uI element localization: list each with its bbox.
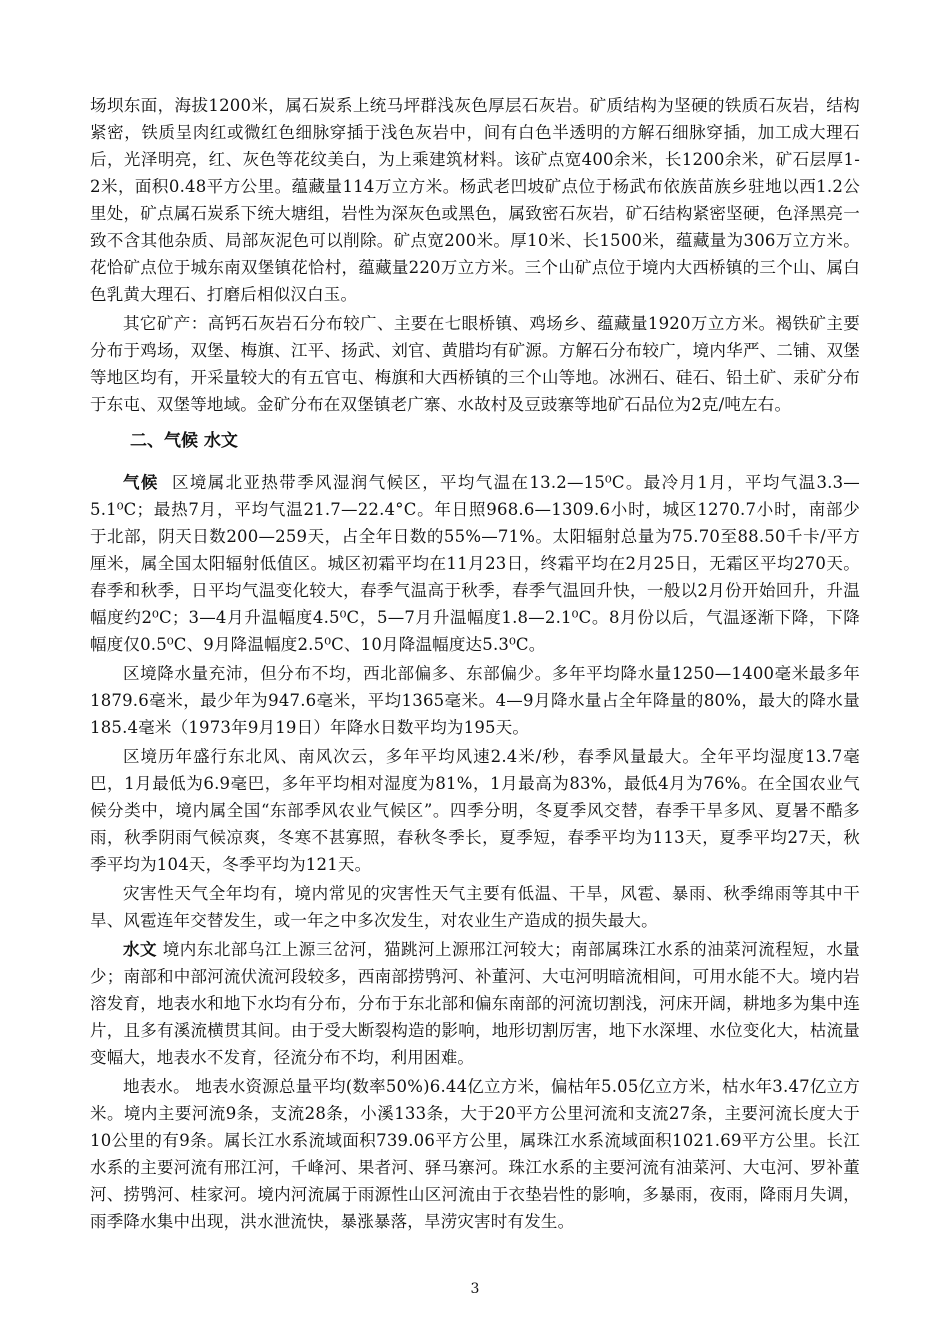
- hydrology-lead: 水文: [123, 940, 158, 959]
- document-body: [90, 92, 860, 1237]
- paragraph-disaster-weather: 灾害性天气全年均有，境内常见的灾害性天气主要有低温、干旱，风雹、暴雨、秋季绵雨等其中干旱、风雹连年交替发生，或一年之中多次发生，对农业生产造成的损失最大。: [90, 884, 860, 930]
- paragraph-surface-water: 地表水。 地表水资源总量平均(数率50%)6.44亿立方米，偏枯年5.05亿立方米，枯水年3.47亿立方米。境内主要河流9条，支流28条，小溪133条，大于20平方公里河流和支流27条，主要河流长度大于10公里的有9条。属长江水系流域面积739.06平方公里，属珠江水系流域面积1021.69平方公里。长江水系的主要河流有邢江河，千峰河、果者河、驿马寨河。珠江水系的主要河流有油菜河、大屯河、罗补董河、捞鸮河、桂家河。境内河流属于雨源性山区河流由于衣垫岩性的影响，多暴雨，夜雨，降雨月失调，雨季降水集中出现，洪水泄流快，暴涨暴落，旱涝灾害时有发生。: [90, 1077, 860, 1231]
- climate-text: 区境属北亚热带季风湿润气候区，平均气温在13.2—15⁰C。最冷月1月，平均气温3.3—5.1⁰C；最热7月，平均气温21.7—22.4°C。年日照968.6—1309.6小时，城区1270.7小时，南部少于北部，阴天日数200—259天，占全年日数的55%—71%。太阳辐射总量为75.70至88.50千卡/平方厘米，属全国太阳辐射低值区。城区初霜平均在11月23日，终霜平均在2月25日，无霜区平均270天。春季和秋季，日平均气温变化较大，春季气温高于秋季，春季气温回升快，一般以2月份开始回升，升温幅度约2⁰C；3—4月升温幅度4.5⁰C，5—7月升温幅度1.8—2.1⁰C。8月份以后，气温逐渐下降，下降幅度仅0.5⁰C、9月降温幅度2.5⁰C、10月降温幅度达5.3⁰C。: [90, 473, 860, 654]
- paragraph-other-minerals: 其它矿产：高钙石灰岩石分布较广、主要在七眼桥镇、鸡场乡、蕴藏量1920万立方米。褐铁矿主要分布于鸡场，双堡、梅旗、江平、扬武、刘官、黄腊均有矿源。方解石分布较广，境内华严、二铺、双堡等地区均有，开采量较大的有五官屯、梅旗和大西桥镇的三个山等地。冰洲石、硅石、铅土矿、汞矿分布于东屯、双堡等地域。金矿分布在双堡镇老广寨、水故村及豆豉寨等地矿石品位为2克/吨左右。: [90, 314, 860, 414]
- paragraph-climate: [90, 469, 860, 658]
- section-heading: 二、气候 水文: [130, 431, 238, 451]
- paragraph-hydrology: [90, 936, 860, 1071]
- hydrology-text: 境内东北部乌江上源三岔河，猫跳河上源邢江河较大；南部属珠江水系的油菜河流程短，水量少；南部和中部河流伏流河段较多，西南部捞鸮河、补董河、大屯河明暗流相间，可用水能不大。境内岩溶发育，地表水和地下水均有分布，分布于东北部和偏东南部的河流切割浅，河床开阔，耕地多为集中连片，且多有溪流横贯其间。由于受大断裂构造的影响，地形切割厉害，地下水深埋、水位变化大，枯流量变幅大，地表水不发育，径流分布不均，利用困难。: [90, 940, 860, 1067]
- paragraph-marble-deposits: 场坝东面，海拔1200米，属石炭系上统马坪群浅灰色厚层石灰岩。矿质结构为坚硬的铁质石灰岩，结构紧密，铁质呈肉红或微红色细脉穿插于浅色灰岩中，间有白色半透明的方解石细脉穿插，加工成大理石后，光泽明亮，红、灰色等花纹美白，为上乘建筑材料。该矿点宽400余米，长1200余米，矿石层厚1-2米，面积0.48平方公里。蕴藏量114万立方米。杨武老凹坡矿点位于杨武布依族苗族乡驻地以西1.2公里处，矿点属石炭系下统大塘组，岩性为深灰色或黑色，属致密石灰岩，矿石结构紧密坚硬，色泽黑亮一致不含其他杂质、局部灰泥色可以削除。矿点宽200米。厚10米、长1500米，蕴藏量为306万立方米。花恰矿点位于城东南双堡镇花恰村，蕴藏量220万立方米。三个山矿点位于境内大西桥镇的三个山、属白色乳黄大理石、打磨后相似汉白玉。: [90, 96, 860, 304]
- climate-lead: 气候: [123, 473, 159, 492]
- paragraph-wind-humidity: 区境历年盛行东北风、南风次云，多年平均风速2.4米/秒，春季风量最大。全年平均湿度13.7毫巴，1月最低为6.9毫巴，多年平均相对湿度为81%，1月最高为83%，最低4月为76%。在全国农业气候分类中，境内属全国“东部季风农业气候区”。四季分明，冬夏季风交替，春季干旱多风、夏暑不酷多雨，秋季阴雨气候凉爽，冬寒不甚寡照，春秋冬季长，夏季短，春季平均为113天，夏季平均27天，秋季平均为104天，冬季平均为121天。: [90, 747, 860, 874]
- paragraph-precipitation: 区境降水量充沛，但分布不均，西北部偏多、东部偏少。多年平均降水量1250—1400毫米最多年1879.6毫米，最少年为947.6毫米，平均1365毫米。4—9月降水量占全年降量的80%，最大的降水量185.4毫米（1973年9月19日）年降水日数平均为195天。: [90, 664, 860, 737]
- page-number: 3: [470, 1281, 480, 1297]
